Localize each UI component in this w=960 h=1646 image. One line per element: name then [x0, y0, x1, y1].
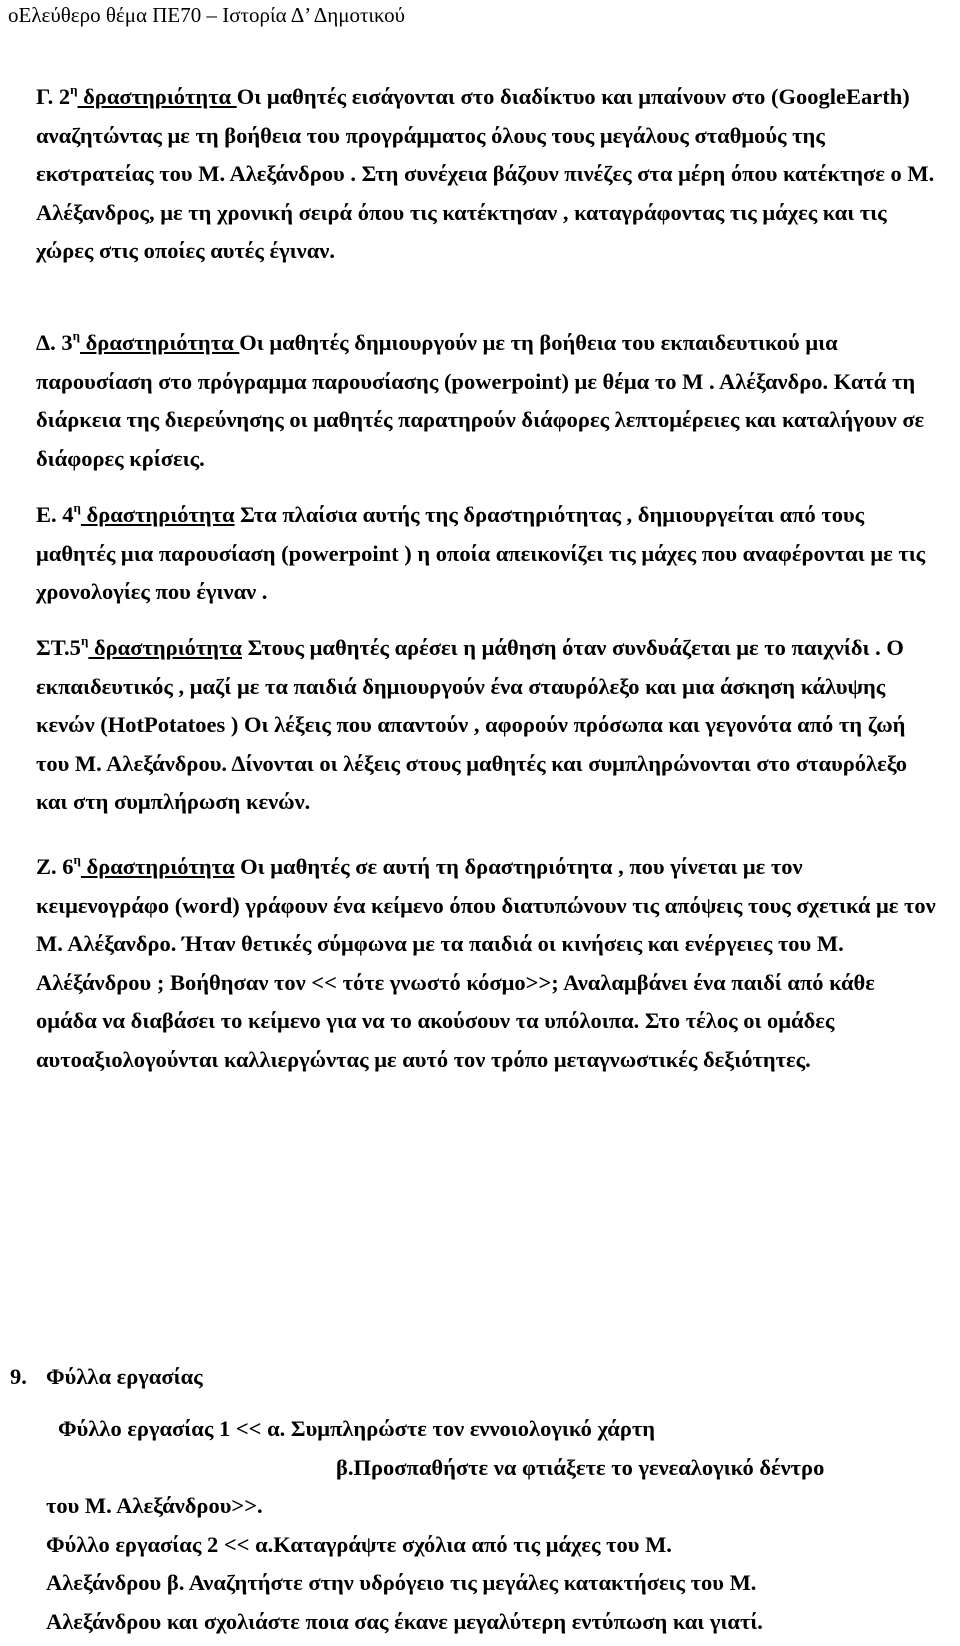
worksheet-line: Φύλλο εργασίας 1 << α. Συμπληρώστε τον εννοιολογικό χάρτη: [58, 1416, 656, 1441]
activity-g: [36, 78, 936, 271]
activity-st-text: Στους μαθητές αρέσει η μάθηση όταν συνδυάζεται με το παιχνίδι . Ο εκπαιδευτικός , μαζί με τα παιδιά δημιουργούν ένα σταυρόλεξο και μια άσκηση κάλυψης κενών (HotPotatoes ) Οι λέξεις που απαντούν , αφορούν πρόσωπα και γεγονότα από τη ζωή του Μ. Αλεξάνδρου. Δίνονται οι λέξεις στους μαθητές και συμπληρώνονται στο σταυρόλεξο και στη συμπλήρωση κενών.: [36, 635, 908, 815]
activity-st-prefix: ΣΤ.5: [36, 635, 81, 660]
activity-z: [36, 848, 936, 1080]
worksheet-line: Αλεξάνδρου β. Αναζητήστε στην υδρόγειο τις μεγάλες κατακτήσεις του Μ.: [46, 1570, 757, 1595]
activity-e: [36, 496, 936, 612]
activity-d: [36, 324, 936, 478]
worksheet-line: β.Προσπαθήστε να φτιάξετε το γενεαλογικό δέντρο: [336, 1454, 825, 1480]
worksheet-line: του Μ. Αλεξάνδρου>>.: [46, 1493, 263, 1518]
activity-st-sup: η: [80, 633, 89, 648]
activity-e-prefix: Ε. 4: [36, 502, 74, 527]
worksheet-line: Φύλλο εργασίας 2 << α.Καταγράψτε σχόλια από τις μάχες του Μ.: [46, 1531, 672, 1557]
activity-g-label: δραστηριότητα: [77, 84, 237, 109]
worksheets-heading: [10, 1362, 203, 1392]
activity-g-prefix: Γ. 2: [36, 84, 71, 109]
activity-d-text: Οι μαθητές δημιουργούν με τη βοήθεια του εκπαιδευτικού μια παρουσίαση στο πρόγραμμα παρουσίασης (powerpoint) με θέμα το Μ . Αλέξανδρο. Κατά τη διάρκεια της διερεύνησης οι μαθητές παρατηρούν διάφορες λεπτομέρειες και καταλήγουν σε διάφορες κρίσεις.: [36, 330, 925, 471]
activity-st: [36, 629, 936, 822]
activity-g-text: Οι μαθητές εισάγονται στο διαδίκτυο και μπαίνουν στο (GoogleEarth) αναζητώντας με τη βοήθεια του προγράμματος όλους τους μεγάλους σταθμούς της εκστρατείας του Μ. Αλεξάνδρου . Στη συνέχεια βάζουν πινέζες στα μέρη όπου κατέκτησε ο Μ. Αλέξανδρος, με τη χρονική σειρά όπου τις κατέκτησαν , καταγράφοντας τις μάχες και τις χώρες στις οποίες αυτές έγιναν.: [36, 84, 935, 264]
document-header: oΕλεύθερο θέμα ΠΕ70 – Ιστορία Δ’ Δημοτικού: [8, 3, 406, 27]
worksheet-line: Αλεξάνδρου και σχολιάστε ποια σας έκανε μεγαλύτερη εντύπωση και γιατί.: [46, 1608, 763, 1634]
activity-e-label: δραστηριότητα: [80, 502, 235, 527]
worksheets-list: [46, 1410, 946, 1641]
activity-z-prefix: Ζ. 6: [36, 854, 74, 879]
activity-z-sup: η: [73, 852, 81, 867]
activity-d-sup: η: [72, 328, 80, 343]
activity-z-text: Οι μαθητές σε αυτή τη δραστηριότητα , που γίνεται με τον κειμενογράφο (word) γράφουν ένα κείμενο όπου διατυπώνουν τις απόψεις τους σχετικά με τον Μ. Αλέξανδρο. Ήταν θετικές σύμφωνα με τα παιδιά οι κινήσεις και ενέργειες του Μ. Αλέξάνδρου ; Βοήθησαν τον << τότε γνωστό κόσμο>>; Αναλαμβάνει ένα παιδί από κάθε ομάδα να διαβάσει το κείμενο για να το ακούσουν τα υπόλοιπα. Στο τέλος οι ομάδες αυτοαξιολογούνται καλλιεργώντας με αυτό τον τρόπο μεταγνωστικές δεξιότητες.: [36, 854, 936, 1072]
worksheets-number: 9.: [10, 1364, 27, 1389]
activity-d-label: δραστηριότητα: [80, 330, 240, 355]
worksheets-title: Φύλλα εργασίας: [46, 1364, 203, 1389]
activity-e-text: Στα πλαίσια αυτής της δραστηριότητας , δημιουργείται από τους μαθητές μια παρουσίαση (powerpoint ) η οποία απεικονίζει τις μάχες που αναφέρονται με τις χρονολογίες που έγιναν .: [36, 502, 926, 605]
activity-e-sup: η: [73, 500, 81, 515]
activity-g-sup: η: [70, 82, 78, 97]
activity-st-label: δραστηριότητα: [88, 635, 242, 660]
activity-d-prefix: Δ. 3: [36, 330, 73, 355]
activity-z-label: δραστηριότητα: [80, 854, 235, 879]
